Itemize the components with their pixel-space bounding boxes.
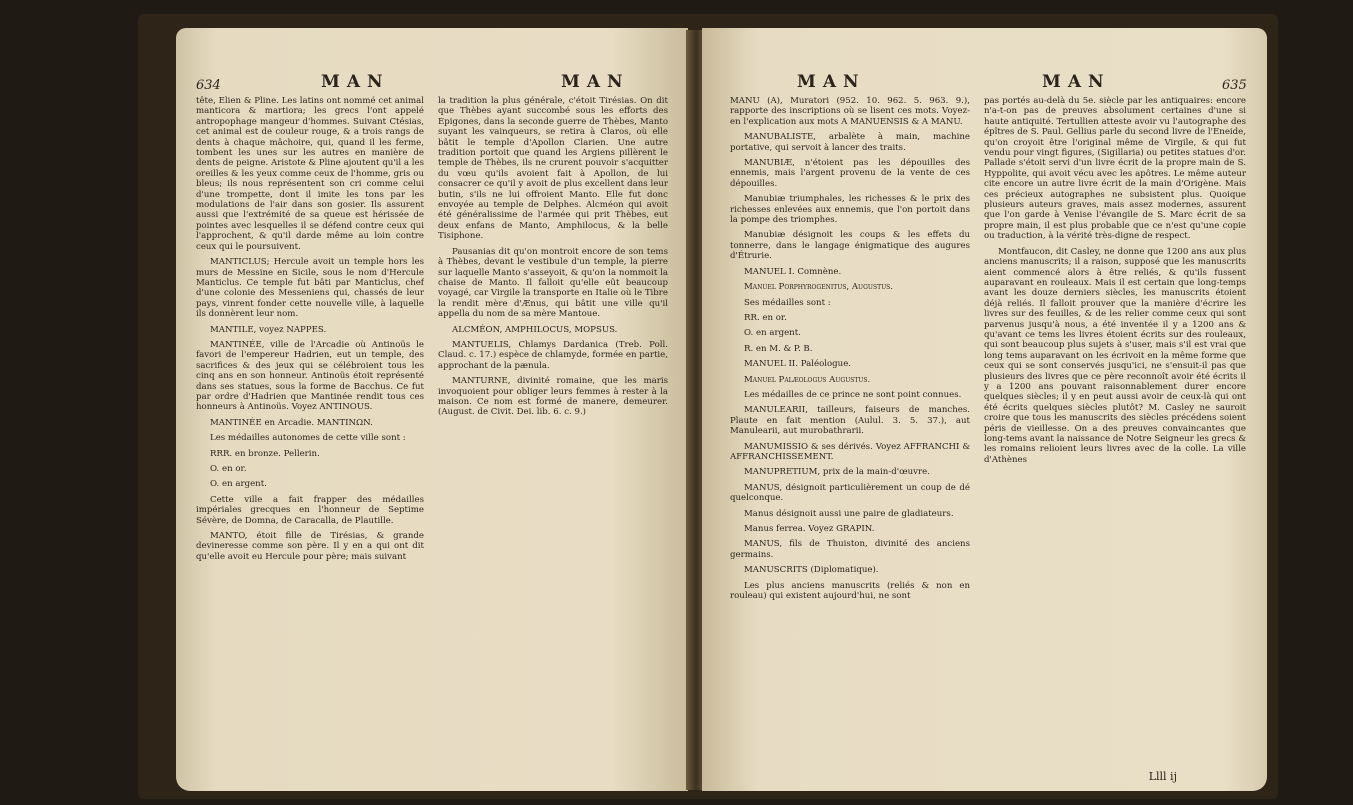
paragraph: Montfaucon, dit Casley, ne donne que 1200 ans aux plus anciens manuscrits; il a raison, supposé que les manuscrits aient commencé alors à être reliés, & qu'ils fussent auparavant en rouleaux. Mais il est certain que long-temps avant les douze derniers siècles, les manuscrits étoient déjà reliés. Il falloit prouver que la manière d'écrire les livres sur des feuilles, & de les relier comme ceux qui sont parvenus jusqu'à nous, a été inventée il y a 1200 ans & qu'avant ce tems les livres étoient écrits sur des rouleaux, qui sont beaucoup plus sujets à s'user, mais s'il est vrai que long tems auparavant on les écrivoit en la même forme que ceux qui se sont conservés jusqu'ici, ne s'ensuit-il pas que plusieurs des livres que ce père reconnoît avoir été écrits il y a 1200 ans pouvant raisonnablement durer encore quelques siècles; il y en peut aussi avoir de ceux-là qui ont été écrits quelques siècles plutôt? M. Casley ne sauroit croire que tous les manuscrits des siècles précédens soient péris de vieillesse. On a des preuves convaincantes que long-tems avant la naissance de Notre Seigneur les grecs & les romains relioient leurs livres avec de la colle. La ville d'Athènes	[984, 246, 1246, 465]
paragraph: MANUPRETIUM, prix de la main-d'œuvre.	[744, 467, 930, 478]
page-number-left: 634	[196, 78, 221, 93]
paragraph: MANUS, désignoit particulièrement un coup de dé quelconque.	[730, 482, 970, 504]
paragraph: Pausanias dit qu'on montroit encore de son tems à Thèbes, devant le vestibule d'un temple, la pierre sur laquelle Manto s'asseyoit, & qu'on la nommoit la chaise de Manto. Il falloit qu'elle eût beaucoup voyagé, car Virgile la transporte en Italie où le Tibre la rendit mère d'Ænus, qui bâtit une ville qu'il appella du nom de sa mère Mantoue.	[438, 246, 668, 320]
paragraph: MANUBALISTE, arbalète à main, machine portative, qui servoit à lancer des traits.	[730, 132, 970, 153]
paragraph: Cette ville a fait frapper des médailles impériales grecques en l'honneur de Septime Sévère, de Domna, de Caracalla, de Plautille.	[196, 494, 424, 526]
paragraph: MANU (A), Muratori (952. 10. 962. 5. 963. 9.), rapporte des inscriptions où se lisent ces mots. Voyez-en l'explication aux mots A MANUENSIS & A MANU.	[730, 96, 970, 127]
paragraph: MANUEL I. Comnène.	[744, 266, 842, 277]
paragraph: O. en argent.	[744, 328, 801, 339]
right-page	[702, 28, 1267, 791]
left-column-1	[196, 96, 424, 791]
paragraph: MANTINÉE en Arcadie. MANTINΩN.	[210, 417, 373, 428]
paragraph: MANUBIÆ, n'étoient pas les dépouilles des ennemis, mais l'argent provenu de la vente de ces dépouilles.	[730, 158, 970, 189]
paragraph: MANUSCRITS (Diplomatique).	[744, 565, 879, 576]
paragraph: Les plus anciens manuscrits (reliés & non en rouleau) qui existent aujourd'hui, ne sont	[730, 580, 970, 602]
paragraph: MANUEL II. Paléologue.	[744, 359, 852, 370]
paragraph: MANTINÉE, ville de l'Arcadie où Antinoüs le favori de l'empereur Hadrien, eut un temple, des sacrifices & des jeux qui se célébroient tous les cinq ans en son honneur. Antinoüs étoit représenté dans ses statues, sous la forme de Bacchus. Ce fut par ordre d'Hadrien que Mantinée rendit tous ces honneurs à Antinoüs. Voyez ANTINOUS.	[196, 339, 424, 413]
right-column-1	[730, 96, 970, 791]
paragraph: R. en M. & P. B.	[744, 343, 813, 354]
left-column-2	[438, 96, 668, 791]
running-head-right-2: MAN	[1042, 72, 1111, 92]
paragraph: MANTO, étoit fille de Tirésias, & grande devineresse comme son père. Il y en a qui ont dit qu'elle avoit eu Hercule pour père; mais suivant	[196, 531, 424, 562]
paragraph: MANUMISSIO & ses dérivés. Voyez AFFRANCHI & AFFRANCHISSEMENT.	[730, 441, 970, 462]
paragraph: RR. en or.	[744, 312, 787, 323]
paragraph: O. en argent.	[210, 479, 267, 490]
running-head-left-1: MAN	[321, 72, 390, 92]
running-head-left-2: MAN	[561, 72, 630, 92]
running-head-right-1: MAN	[797, 72, 866, 92]
paragraph: Manuel Porphyrogenitus, Augustus.	[744, 282, 893, 293]
paragraph: MANTURNE, divinité romaine, que les maris invoquoient pour obliger leurs femmes à rester à la maison. Ce nom est formé de manere, demeurer. (August. de Civit. Dei. lib. 6. c. 9.)	[438, 376, 668, 418]
paragraph: RRR. en bronze. Pellerin.	[210, 448, 320, 459]
page-number-right: 635	[1222, 78, 1247, 93]
signature-mark: Llll ij	[1148, 770, 1177, 783]
paragraph: la tradition la plus générale, c'étoit Tirésias. On dit que Thèbes ayant succombé sous les efforts des Epigones, dans la seconde guerre de Thèbes, Manto suyant les vainqueurs, se retira à Claros, où elle bâtit le temple d'Apollon Clarien. Une autre tradition portoit que quand les Argiens pillèrent le temple de Thèbes, ils ne crurent pouvoir s'acquitter du vœu qu'ils avoient fait à Apollon, de lui consacrer ce qu'il y avoit de plus excellent dans leur butin, s'ils ne lui offroient Manto. Elle fut donc envoyée au temple de Delphes. Alcméon qui avoit été généralissime de l'armée qui prit Thèbes, eut deux enfans de Manto, Amphilocus, & la belle Tisiphone.	[438, 96, 668, 242]
right-column-2	[984, 96, 1246, 791]
paragraph: MANULEARII, tailleurs, faiseurs de manches. Plaute en fait mention (Aulul. 3. 5. 37.), aut Manulearii, aut murobathrarii.	[730, 405, 970, 437]
paragraph: Manubiæ désignoit les coups & les effets du tonnerre, dans le langage énigmatique des augures d'Étrurie.	[730, 230, 970, 262]
paragraph: MANTUELIS, Chlamys Dardanica (Treb. Poll. Claud. c. 17.) espèce de chlamyde, formée en partie, approchant de la pænula.	[438, 339, 668, 371]
paragraph: Manubiæ triumphales, les richesses & le prix des richesses enlevées aux ennemis, que l'on portoit dans la pompe des triomphes.	[730, 194, 970, 226]
left-page	[176, 28, 688, 791]
paragraph: Les médailles de ce prince ne sont point connues.	[744, 389, 962, 400]
paragraph: Manuel Palæologus Augustus.	[744, 374, 871, 385]
paragraph: ALCMÉON, AMPHILOCUS, MOPSUS.	[452, 324, 618, 335]
paragraph: Manus ferrea. Voyez GRAPIN.	[744, 524, 875, 534]
paragraph: O. en or.	[210, 464, 247, 474]
paragraph: tête, Elien & Pline. Les latins ont nommé cet animal manticora & martiora; les grecs l'ont appelé antropophage mangeur d'hommes. Suivant Ctésias, cet animal est de couleur rouge, & a trois rangs de dents à chaque mâchoire, qui, quand il les ferme, tombent les unes sur les autres en manière de dents de peigne. Aristote & Pline ajoutent qu'il a les oreilles & les yeux comme ceux de l'homme, gris ou bleus; ils nous représentent son cri comme celui d'une trompette, dont il imite les tons par les modulations de l'air dans son gosier. Ils assurent aussi que l'extrémité de sa queue est hérissée de pointes avec lesquelles il se défend contre ceux qui l'approchent, & qu'il darde même au loin contre ceux qui le poursuivent.	[196, 96, 424, 252]
paragraph: MANTILE, voyez NAPPES.	[210, 324, 327, 335]
paragraph: MANTICLUS; Hercule avoit un temple hors les murs de Messine en Sicile, sous le nom d'Hercule Manticlus. Ce temple fut bâti par Manticlus, chef d'une colonie des Messeniens qui, chassés de leur pays, vinrent fonder cette nouvelle ville, à laquelle ils donnèrent leur nom.	[196, 257, 424, 320]
paragraph: Les médailles autonomes de cette ville sont :	[210, 433, 406, 444]
paragraph: Manus désignoit aussi une paire de gladiateurs.	[744, 508, 954, 519]
paragraph: MANUS, fils de Thuiston, divinité des anciens germains.	[730, 539, 970, 560]
paragraph: Ses médailles sont :	[744, 297, 831, 308]
paragraph: pas portés au-delà du 5e. siècle par les antiquaires: encore n'a-t-on pas de preuves absolument certaines d'une si haute antiquité. Tertullien atteste avoir vu l'autographe des épîtres de S. Paul. Gellius parle du second livre de l'Eneide, qu'on croyoit être l'original même de Virgile, & qui fut vendu pour vingt figures, (Sigillaria) ou petites statues d'or. Pallade s'étoit servi d'un livre écrit de la propre main de S. Hyppolite, qui avoit vécu avec les apôtres. Le même auteur cite encore un autre livre écrit de la main d'Origène. Mais ces précieux autographes ne subsistent plus. Quoique plusieurs auteurs graves, mais assez modernes, assurent que l'on garde à Venise l'évangile de S. Marc écrit de sa propre main, il est plus probable que ce n'est qu'une copie ou traduction, à la vérité très-digne de respect.	[984, 96, 1246, 242]
